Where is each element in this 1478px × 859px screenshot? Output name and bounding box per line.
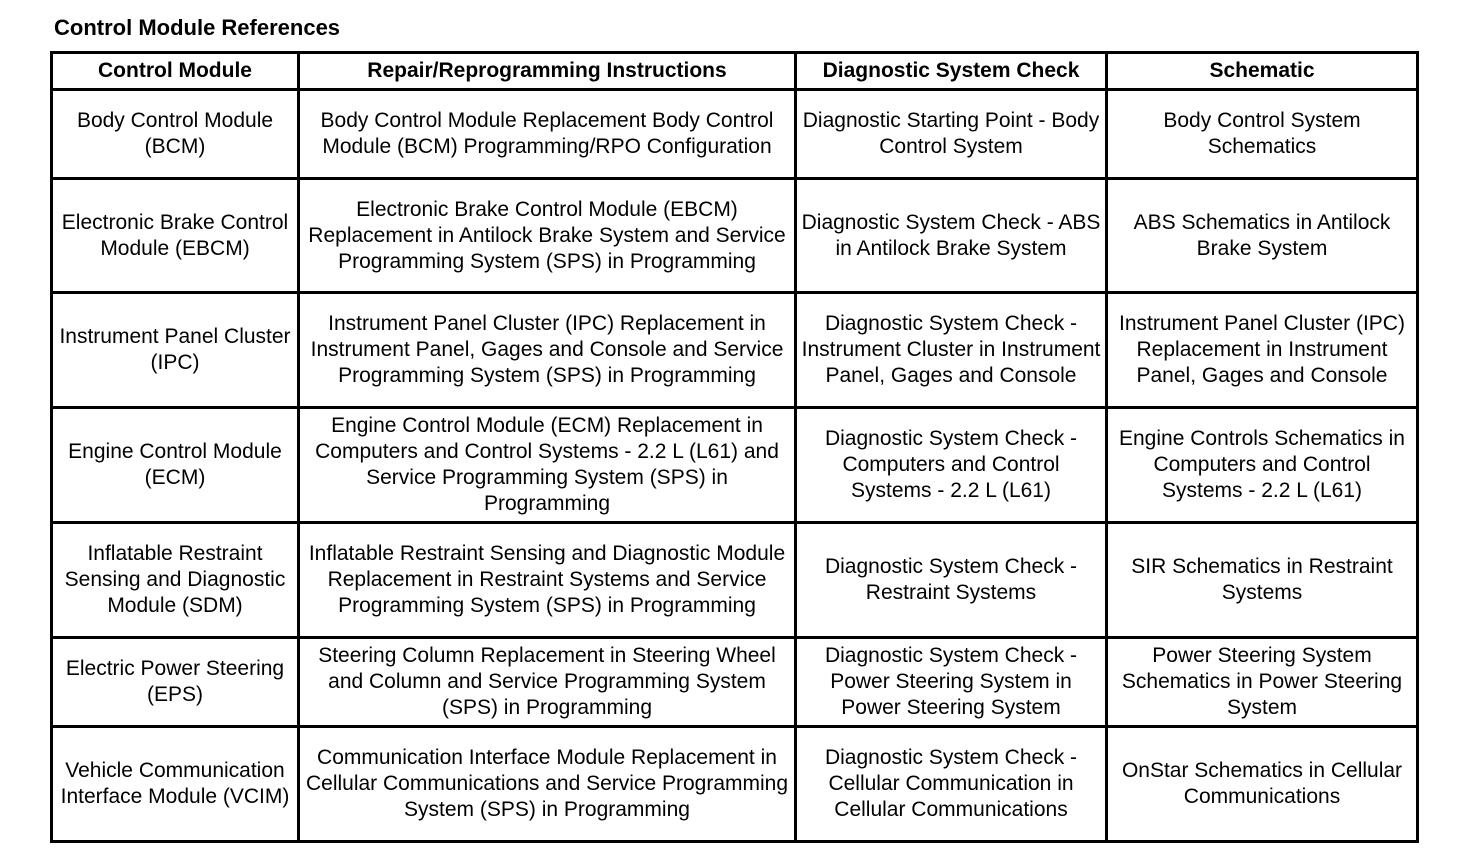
cell-diagnostic-check: Diagnostic System Check - Power Steering System in Power Steering System — [796, 638, 1107, 727]
cell-control-module: Instrument Panel Cluster (IPC) — [52, 293, 299, 408]
header-control-module: Control Module — [52, 53, 299, 90]
cell-repair-instructions: Engine Control Module (ECM) Replacement in Computers and Control Systems - 2.2 L (L61) and Service Programming System (SPS) in Programming — [299, 408, 796, 523]
table-row — [52, 90, 1418, 179]
control-module-references-table — [50, 51, 1419, 843]
cell-repair-instructions: Body Control Module Replacement Body Control Module (BCM) Programming/RPO Configuration — [299, 90, 796, 179]
cell-diagnostic-check: Diagnostic System Check - Cellular Communication in Cellular Communications — [796, 727, 1107, 842]
cell-diagnostic-check: Diagnostic Starting Point - Body Control System — [796, 90, 1107, 179]
cell-schematic: Engine Controls Schematics in Computers and Control Systems - 2.2 L (L61) — [1107, 408, 1418, 523]
header-repair-instructions: Repair/Reprogramming Instructions — [299, 53, 796, 90]
cell-control-module: Electric Power Steering (EPS) — [52, 638, 299, 727]
cell-repair-instructions: Communication Interface Module Replacement in Cellular Communications and Service Programming System (SPS) in Programming — [299, 727, 796, 842]
cell-repair-instructions: Steering Column Replacement in Steering Wheel and Column and Service Programming System (SPS) in Programming — [299, 638, 796, 727]
cell-diagnostic-check: Diagnostic System Check - Computers and Control Systems - 2.2 L (L61) — [796, 408, 1107, 523]
table-row — [52, 408, 1418, 523]
cell-repair-instructions: Instrument Panel Cluster (IPC) Replacement in Instrument Panel, Gages and Console and Service Programming System (SPS) in Programming — [299, 293, 796, 408]
table-row — [52, 638, 1418, 727]
cell-schematic: Power Steering System Schematics in Power Steering System — [1107, 638, 1418, 727]
cell-diagnostic-check: Diagnostic System Check - Instrument Cluster in Instrument Panel, Gages and Console — [796, 293, 1107, 408]
table-row — [52, 523, 1418, 638]
cell-control-module: Engine Control Module (ECM) — [52, 408, 299, 523]
cell-control-module: Vehicle Communication Interface Module (VCIM) — [52, 727, 299, 842]
cell-schematic: ABS Schematics in Antilock Brake System — [1107, 179, 1418, 293]
cell-control-module: Electronic Brake Control Module (EBCM) — [52, 179, 299, 293]
header-diagnostic-check: Diagnostic System Check — [796, 53, 1107, 90]
cell-control-module: Inflatable Restraint Sensing and Diagnostic Module (SDM) — [52, 523, 299, 638]
cell-schematic: SIR Schematics in Restraint Systems — [1107, 523, 1418, 638]
cell-repair-instructions: Electronic Brake Control Module (EBCM) Replacement in Antilock Brake System and Service Programming System (SPS) in Programming — [299, 179, 796, 293]
cell-repair-instructions: Inflatable Restraint Sensing and Diagnostic Module Replacement in Restraint Systems and Service Programming System (SPS) in Programming — [299, 523, 796, 638]
cell-schematic: Body Control System Schematics — [1107, 90, 1418, 179]
cell-control-module: Body Control Module (BCM) — [52, 90, 299, 179]
table-row — [52, 293, 1418, 408]
cell-diagnostic-check: Diagnostic System Check - ABS in Antilock Brake System — [796, 179, 1107, 293]
cell-diagnostic-check: Diagnostic System Check - Restraint Systems — [796, 523, 1107, 638]
table-row — [52, 727, 1418, 842]
document-title: Control Module References — [54, 15, 341, 40]
table-row — [52, 179, 1418, 293]
cell-schematic: Instrument Panel Cluster (IPC) Replacement in Instrument Panel, Gages and Console — [1107, 293, 1418, 408]
cell-schematic: OnStar Schematics in Cellular Communications — [1107, 727, 1418, 842]
header-schematic: Schematic — [1107, 53, 1418, 90]
table-header-row — [52, 53, 1418, 90]
